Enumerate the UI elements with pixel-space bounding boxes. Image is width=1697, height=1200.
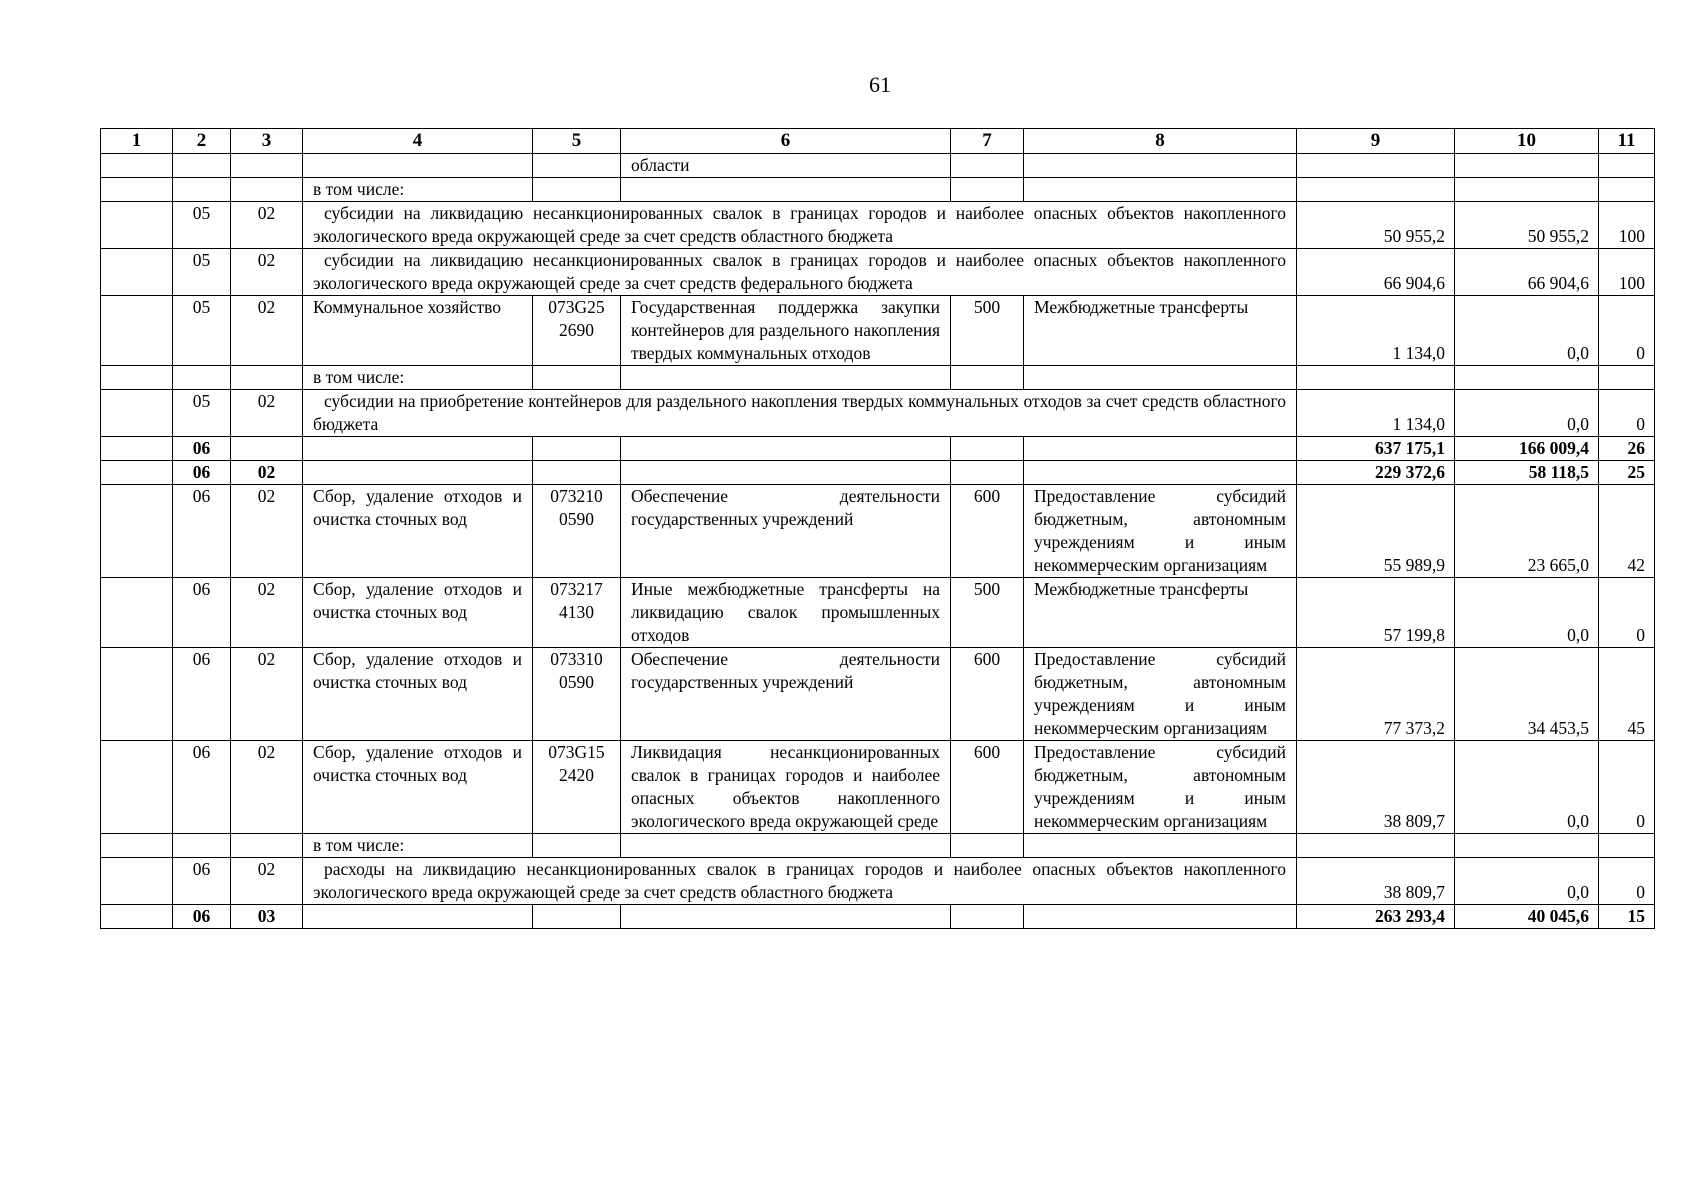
column-header-11: 11 — [1599, 129, 1655, 154]
cell-col-4: Коммунальное хозяйство — [303, 296, 533, 366]
cell-col-11: 0 — [1599, 296, 1655, 366]
cell-col-7 — [951, 437, 1024, 461]
cell-col-1 — [101, 858, 173, 905]
cell-col-1 — [101, 437, 173, 461]
cell-col-2 — [173, 154, 231, 178]
cell-col-3 — [231, 178, 303, 202]
cell-col-8: Предоставление субсидий бюджетным, автономным учреждениям и иным некоммерческим организациям — [1024, 648, 1297, 741]
header-row — [101, 129, 1655, 154]
cell-col-2: 06 — [173, 485, 231, 578]
cell-col-11: 0 — [1599, 390, 1655, 437]
cell-col-8 — [1024, 834, 1297, 858]
cell-col-6 — [621, 461, 951, 485]
cell-col-9: 263 293,4 — [1297, 905, 1455, 929]
table-row — [101, 578, 1655, 648]
cell-col-11: 45 — [1599, 648, 1655, 741]
cell-col-4: в том числе: — [303, 178, 533, 202]
table-row — [101, 485, 1655, 578]
cell-col-8 — [1024, 178, 1297, 202]
cell-col-3 — [231, 834, 303, 858]
cell-col-10: 34 453,5 — [1455, 648, 1599, 741]
table-row — [101, 366, 1655, 390]
cell-col-3: 02 — [231, 296, 303, 366]
cell-col-10: 0,0 — [1455, 741, 1599, 834]
cell-col-5: 073217 4130 — [533, 578, 621, 648]
cell-col-2: 05 — [173, 390, 231, 437]
cell-col-4: Сбор, удаление отходов и очистка сточных вод — [303, 648, 533, 741]
cell-col-1 — [101, 461, 173, 485]
cell-col-10: 166 009,4 — [1455, 437, 1599, 461]
column-header-2: 2 — [173, 129, 231, 154]
cell-col-6 — [621, 366, 951, 390]
cell-col-9: 66 904,6 — [1297, 249, 1455, 296]
cell-col-5: 073G25 2690 — [533, 296, 621, 366]
cell-col-11 — [1599, 178, 1655, 202]
cell-col-6: Обеспечение деятельности государственных учреждений — [621, 648, 951, 741]
cell-col-4: в том числе: — [303, 366, 533, 390]
cell-col-5 — [533, 905, 621, 929]
cell-col-3 — [231, 154, 303, 178]
cell-col-11 — [1599, 366, 1655, 390]
cell-col-11 — [1599, 154, 1655, 178]
cell-col-3: 02 — [231, 485, 303, 578]
column-header-1: 1 — [101, 129, 173, 154]
cell-col-4 — [303, 461, 533, 485]
table-row — [101, 741, 1655, 834]
subtotal-row — [101, 905, 1655, 929]
cell-col-2: 06 — [173, 858, 231, 905]
cell-col-3 — [231, 437, 303, 461]
cell-col-10: 0,0 — [1455, 390, 1599, 437]
cell-col-2: 05 — [173, 249, 231, 296]
cell-col-4 — [303, 437, 533, 461]
cell-col-6: Ликвидация несанкционированных свалок в границах городов и наиболее опасных объектов накопленного экологического вреда окружающей среде — [621, 741, 951, 834]
cell-col-4: Сбор, удаление отходов и очистка сточных вод — [303, 741, 533, 834]
column-header-6: 6 — [621, 129, 951, 154]
sub-item-description: субсидии на приобретение контейнеров для раздельного накопления твердых коммунальных отходов за счет средств областного бюджета — [303, 390, 1297, 437]
column-header-7: 7 — [951, 129, 1024, 154]
subtotal-row — [101, 461, 1655, 485]
cell-col-1 — [101, 578, 173, 648]
sub-item-description: субсидии на ликвидацию несанкционированных свалок в границах городов и наиболее опасных объектов накопленного экологического вреда окружающей среде за счет средств областного бюджета — [303, 202, 1297, 249]
cell-col-8 — [1024, 437, 1297, 461]
column-header-3: 3 — [231, 129, 303, 154]
cell-col-9 — [1297, 834, 1455, 858]
column-header-5: 5 — [533, 129, 621, 154]
cell-col-4: Сбор, удаление отходов и очистка сточных вод — [303, 485, 533, 578]
cell-col-7 — [951, 366, 1024, 390]
budget-table — [100, 128, 1655, 929]
table-row — [101, 834, 1655, 858]
sub-item-row — [101, 390, 1655, 437]
cell-col-3: 02 — [231, 858, 303, 905]
cell-col-6 — [621, 905, 951, 929]
page-number: 61 — [869, 72, 891, 97]
cell-col-3: 02 — [231, 249, 303, 296]
cell-col-9: 1 134,0 — [1297, 390, 1455, 437]
cell-col-5: 073G15 2420 — [533, 741, 621, 834]
cell-col-6: области — [621, 154, 951, 178]
cell-col-7 — [951, 461, 1024, 485]
cell-col-5: 073310 0590 — [533, 648, 621, 741]
column-header-9: 9 — [1297, 129, 1455, 154]
cell-col-10: 40 045,6 — [1455, 905, 1599, 929]
cell-col-2: 06 — [173, 437, 231, 461]
cell-col-8 — [1024, 461, 1297, 485]
cell-col-4: Сбор, удаление отходов и очистка сточных вод — [303, 578, 533, 648]
cell-col-6 — [621, 437, 951, 461]
cell-col-9: 38 809,7 — [1297, 858, 1455, 905]
cell-col-10 — [1455, 154, 1599, 178]
cell-col-11: 0 — [1599, 578, 1655, 648]
cell-col-8: Межбюджетные трансферты — [1024, 296, 1297, 366]
cell-col-4 — [303, 154, 533, 178]
cell-col-1 — [101, 834, 173, 858]
cell-col-3: 02 — [231, 202, 303, 249]
cell-col-7: 500 — [951, 296, 1024, 366]
table-body — [101, 154, 1655, 929]
cell-col-11: 15 — [1599, 905, 1655, 929]
cell-col-4 — [303, 905, 533, 929]
cell-col-3 — [231, 366, 303, 390]
cell-col-1 — [101, 249, 173, 296]
cell-col-2: 06 — [173, 648, 231, 741]
cell-col-6: Обеспечение деятельности государственных учреждений — [621, 485, 951, 578]
cell-col-7: 600 — [951, 648, 1024, 741]
cell-col-1 — [101, 366, 173, 390]
cell-col-11: 26 — [1599, 437, 1655, 461]
cell-col-11: 25 — [1599, 461, 1655, 485]
cell-col-1 — [101, 485, 173, 578]
cell-col-9: 57 199,8 — [1297, 578, 1455, 648]
cell-col-2: 06 — [173, 461, 231, 485]
cell-col-5 — [533, 178, 621, 202]
cell-col-9 — [1297, 366, 1455, 390]
cell-col-10: 58 118,5 — [1455, 461, 1599, 485]
table-row — [101, 296, 1655, 366]
cell-col-5 — [533, 834, 621, 858]
cell-col-8: Предоставление субсидий бюджетным, автономным учреждениям и иным некоммерческим организациям — [1024, 485, 1297, 578]
cell-col-11: 0 — [1599, 858, 1655, 905]
cell-col-10 — [1455, 834, 1599, 858]
cell-col-3: 02 — [231, 461, 303, 485]
cell-col-5 — [533, 366, 621, 390]
cell-col-5 — [533, 461, 621, 485]
sub-item-description: субсидии на ликвидацию несанкционированных свалок в границах городов и наиболее опасных объектов накопленного экологического вреда окружающей среде за счет средств федерального бюджета — [303, 249, 1297, 296]
cell-col-7: 500 — [951, 578, 1024, 648]
cell-col-7 — [951, 834, 1024, 858]
cell-col-10: 66 904,6 — [1455, 249, 1599, 296]
cell-col-6 — [621, 834, 951, 858]
cell-col-9: 1 134,0 — [1297, 296, 1455, 366]
cell-col-9: 50 955,2 — [1297, 202, 1455, 249]
cell-col-5 — [533, 437, 621, 461]
cell-col-2 — [173, 834, 231, 858]
cell-col-1 — [101, 178, 173, 202]
cell-col-7 — [951, 905, 1024, 929]
table-row — [101, 648, 1655, 741]
cell-col-6: Государственная поддержка закупки контейнеров для раздельного накопления твердых коммунальных отходов — [621, 296, 951, 366]
cell-col-8 — [1024, 366, 1297, 390]
sub-item-description: расходы на ликвидацию несанкционированных свалок в границах городов и наиболее опасных объектов накопленного экологического вреда окружающей среде за счет средств областного бюджета — [303, 858, 1297, 905]
sub-item-row — [101, 249, 1655, 296]
cell-col-3: 02 — [231, 741, 303, 834]
cell-col-7 — [951, 178, 1024, 202]
cell-col-2: 06 — [173, 905, 231, 929]
cell-col-9 — [1297, 178, 1455, 202]
cell-col-1 — [101, 202, 173, 249]
cell-col-8: Межбюджетные трансферты — [1024, 578, 1297, 648]
cell-col-11: 100 — [1599, 249, 1655, 296]
cell-col-9: 637 175,1 — [1297, 437, 1455, 461]
cell-col-8 — [1024, 154, 1297, 178]
cell-col-9: 55 989,9 — [1297, 485, 1455, 578]
cell-col-11: 100 — [1599, 202, 1655, 249]
cell-col-10 — [1455, 366, 1599, 390]
cell-col-1 — [101, 741, 173, 834]
cell-col-11: 0 — [1599, 741, 1655, 834]
column-header-4: 4 — [303, 129, 533, 154]
cell-col-9 — [1297, 154, 1455, 178]
sub-item-row — [101, 858, 1655, 905]
cell-col-3: 02 — [231, 578, 303, 648]
cell-col-8: Предоставление субсидий бюджетным, автономным учреждениям и иным некоммерческим организациям — [1024, 741, 1297, 834]
cell-col-7 — [951, 154, 1024, 178]
sub-item-row — [101, 202, 1655, 249]
cell-col-3: 03 — [231, 905, 303, 929]
cell-col-11 — [1599, 834, 1655, 858]
cell-col-10: 0,0 — [1455, 858, 1599, 905]
cell-col-1 — [101, 296, 173, 366]
cell-col-2: 05 — [173, 296, 231, 366]
table-row — [101, 178, 1655, 202]
cell-col-2: 05 — [173, 202, 231, 249]
cell-col-3: 02 — [231, 648, 303, 741]
table-row — [101, 154, 1655, 178]
cell-col-2 — [173, 178, 231, 202]
cell-col-8 — [1024, 905, 1297, 929]
cell-col-10: 50 955,2 — [1455, 202, 1599, 249]
cell-col-5: 073210 0590 — [533, 485, 621, 578]
cell-col-1 — [101, 905, 173, 929]
cell-col-10 — [1455, 178, 1599, 202]
cell-col-1 — [101, 390, 173, 437]
cell-col-10: 0,0 — [1455, 578, 1599, 648]
cell-col-1 — [101, 648, 173, 741]
cell-col-6 — [621, 178, 951, 202]
subtotal-row — [101, 437, 1655, 461]
cell-col-9: 38 809,7 — [1297, 741, 1455, 834]
cell-col-3: 02 — [231, 390, 303, 437]
cell-col-2 — [173, 366, 231, 390]
cell-col-9: 77 373,2 — [1297, 648, 1455, 741]
cell-col-2: 06 — [173, 578, 231, 648]
cell-col-2: 06 — [173, 741, 231, 834]
cell-col-6: Иные межбюджетные трансферты на ликвидацию свалок промышленных отходов — [621, 578, 951, 648]
column-header-8: 8 — [1024, 129, 1297, 154]
cell-col-11: 42 — [1599, 485, 1655, 578]
cell-col-7: 600 — [951, 485, 1024, 578]
column-header-10: 10 — [1455, 129, 1599, 154]
cell-col-9: 229 372,6 — [1297, 461, 1455, 485]
cell-col-5 — [533, 154, 621, 178]
cell-col-10: 0,0 — [1455, 296, 1599, 366]
cell-col-7: 600 — [951, 741, 1024, 834]
cell-col-1 — [101, 154, 173, 178]
cell-col-10: 23 665,0 — [1455, 485, 1599, 578]
cell-col-4: в том числе: — [303, 834, 533, 858]
